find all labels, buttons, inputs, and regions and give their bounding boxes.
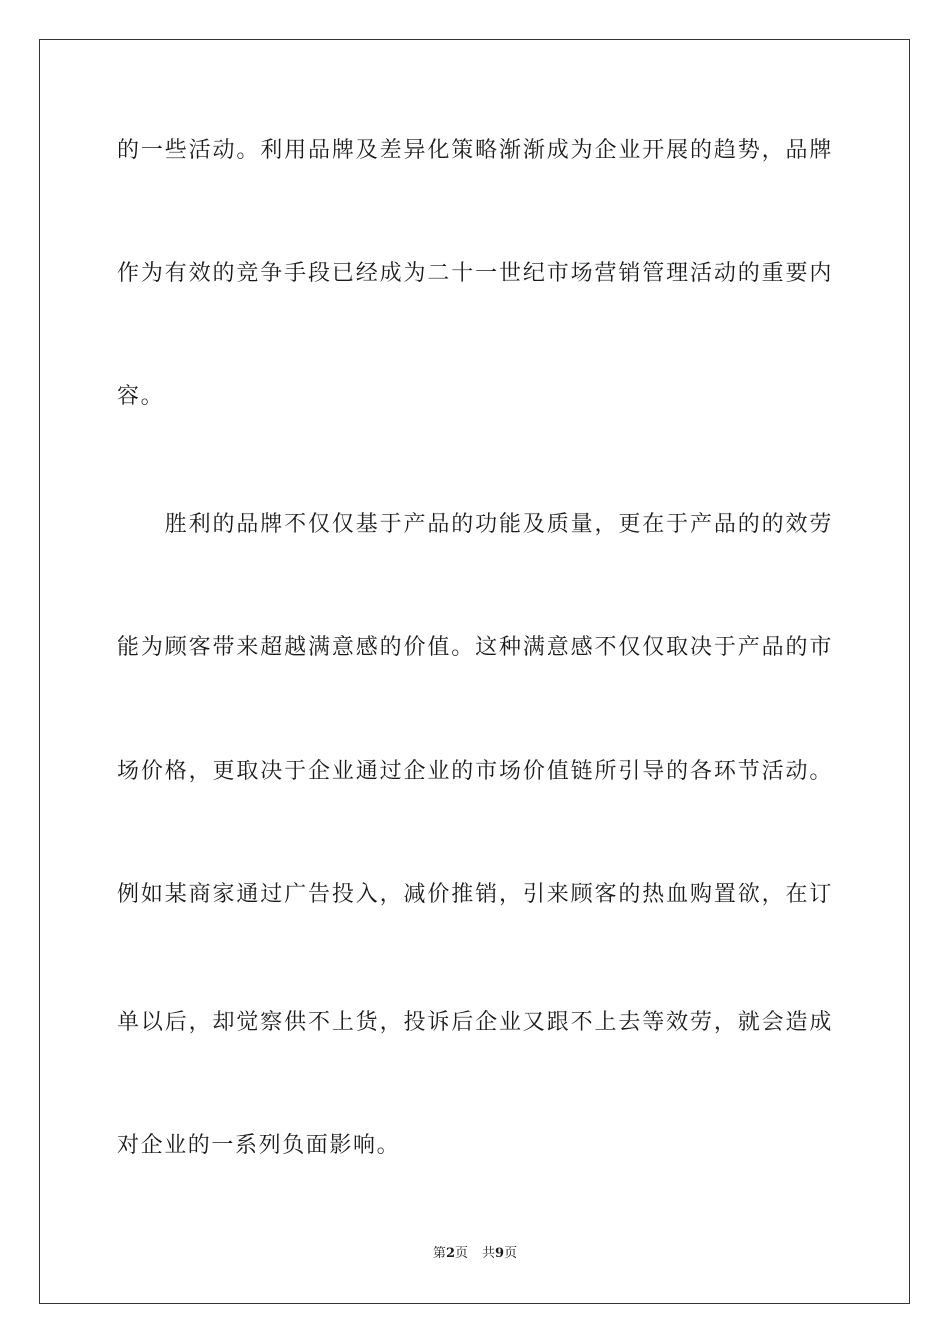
page-current: 2 <box>445 1246 455 1261</box>
text-line: 胜利的品牌不仅仅基于产品的功能及质量，更在于产品的的效劳 <box>117 512 833 537</box>
total-unit: 页 <box>504 1246 518 1261</box>
page-total: 9 <box>495 1246 505 1261</box>
text-line: 能为顾客带来超越满意感的价值。这种满意感不仅仅取决于产品的市 <box>117 635 833 660</box>
page-unit: 页 <box>454 1246 468 1261</box>
text-line: 例如某商家通过广告投入，减价推销，引来顾客的热血购置欲，在订 <box>117 882 833 907</box>
page-border <box>39 39 910 1304</box>
total-prefix: 共 <box>482 1246 496 1261</box>
text-line: 作为有效的竞争手段已经成为二十一世纪市场营销管理活动的重要内 <box>117 261 833 286</box>
page-footer <box>0 1245 950 1263</box>
text-line: 的一些活动。利用品牌及差异化策略渐渐成为企业开展的趋势，品牌 <box>117 138 833 163</box>
text-line: 单以后，却觉察供不上货，投诉后企业又跟不上去等效劳，就会造成 <box>117 1010 833 1035</box>
page-prefix: 第 <box>432 1246 446 1261</box>
text-line: 对企业的一系列负面影响。 <box>117 1133 401 1158</box>
text-line: 容。 <box>117 384 165 409</box>
text-line: 场价格，更取决于企业通过企业的市场价值链所引导的各环节活动。 <box>117 759 833 784</box>
